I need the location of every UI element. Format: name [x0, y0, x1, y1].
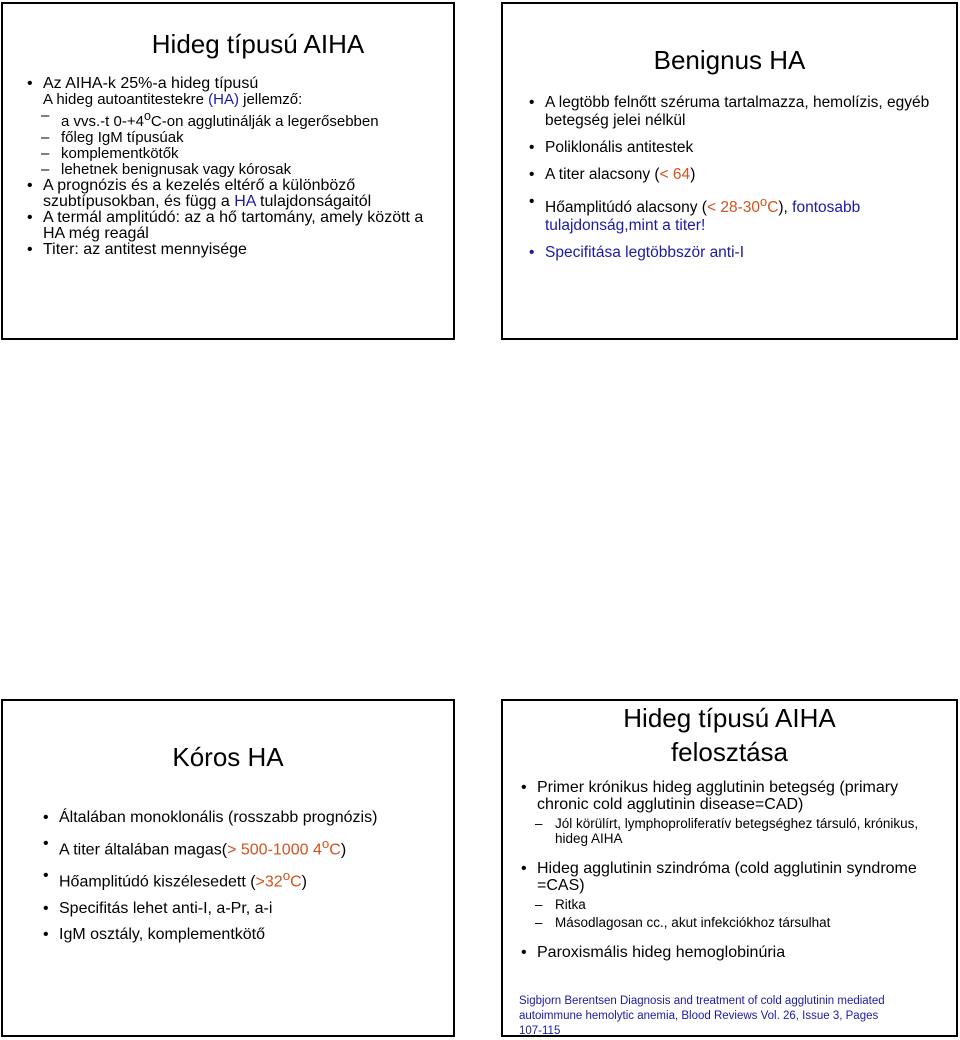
bullet-icon: • — [529, 166, 535, 183]
bullet-icon: • — [529, 244, 535, 262]
emphasis-text: fontosabb tulajdonság,mint a titer! — [545, 199, 861, 235]
sub-item — [517, 915, 947, 930]
bullet-icon: • — [521, 779, 527, 796]
bullet-icon: • — [27, 75, 33, 92]
item-text: ), — [778, 199, 793, 217]
bullet-list — [517, 779, 947, 961]
degree-sup: o — [282, 868, 291, 884]
spacer — [517, 846, 947, 860]
list-item — [23, 242, 443, 258]
item-text: lehetnek benignusak vagy kórosak — [61, 161, 292, 178]
sub-item — [23, 146, 443, 162]
item-text: jellemző: — [238, 91, 303, 108]
dash-icon: – — [41, 129, 50, 146]
list-item — [23, 76, 443, 92]
title-line: Hideg típusú AIHA — [623, 703, 836, 733]
item-text: A hideg autoantitestekre — [43, 91, 209, 108]
degree-sup: o — [760, 194, 768, 209]
sub-item — [23, 162, 443, 178]
list-item — [23, 92, 443, 108]
item-text: Az AIHA-k 25%-a hideg típusú — [43, 75, 259, 92]
list-item — [39, 926, 449, 944]
item-text: IgM osztály, komplementkötő — [59, 925, 266, 943]
bullet-icon: • — [521, 944, 527, 961]
sub-item — [23, 130, 443, 146]
list-item — [525, 193, 945, 235]
slide-pathologic-ha — [1, 699, 455, 1037]
slide-cold-aiha — [1, 2, 455, 340]
dash-icon: – — [535, 897, 543, 912]
temp-value: >32 — [255, 873, 283, 891]
list-item — [39, 809, 449, 827]
list-item — [23, 210, 443, 242]
list-item — [525, 139, 945, 157]
item-text: Specifitás lehet anti-I, a-Pr, a-i — [59, 899, 273, 917]
sub-item — [23, 108, 443, 130]
sub-item — [517, 897, 947, 912]
bullet-icon: • — [529, 94, 535, 111]
temp-value: < 28-30 — [706, 199, 760, 217]
bullet-list — [23, 76, 443, 258]
item-text: Hőamplitúdó alacsony ( — [545, 199, 707, 217]
item-text: Jól körülírt, lymphoproliferatív betegséghez társuló, krónikus, hideg AIHA — [555, 816, 919, 846]
slide-cold-aiha-classification — [501, 699, 958, 1037]
item-text: ) — [690, 166, 696, 183]
item-text: A titer általában magas( — [59, 841, 228, 859]
item-text: ) — [301, 873, 307, 891]
bullet-list — [525, 94, 945, 271]
bullet-icon: • — [529, 193, 535, 210]
list-item — [517, 860, 947, 894]
list-item — [517, 779, 947, 813]
ha-abbrev: HA — [234, 193, 256, 210]
sub-item — [517, 816, 947, 846]
slide-title: Benignus HA — [653, 45, 806, 75]
degree-sup: o — [143, 109, 151, 123]
dash-icon: – — [535, 816, 543, 831]
bullet-icon: • — [43, 835, 49, 852]
bullet-icon: • — [529, 139, 535, 156]
item-text: Poliklonális antitestek — [545, 139, 694, 156]
item-text: Általában monoklonális (rosszabb prognózis) — [59, 809, 378, 826]
item-text: Titer: az antitest mennyisége — [43, 241, 247, 258]
bullet-list — [39, 809, 449, 952]
bullet-icon: • — [43, 867, 49, 885]
dash-icon: – — [41, 107, 50, 124]
item-text: Ritka — [555, 897, 586, 912]
item-text: C-on agglutinálják a legerősebben — [150, 113, 379, 130]
item-text: főleg IgM típusúak — [61, 129, 184, 146]
item-text: Specifitása legtöbbször anti-I — [545, 244, 745, 262]
item-text: komplementkötők — [61, 145, 179, 162]
reference-citation: Sigbjorn Berentsen Diagnosis and treatment of cold agglutinin mediated autoimmune hemolytic anemia, Blood Reviews Vol. 26, Issue 3, Pages 107-115 — [519, 995, 885, 1037]
slide-title: Hideg típusú AIHA — [151, 29, 365, 59]
item-text: A prognózis és a kezelés eltérő a különböző szubtípusokban, és függ a — [43, 177, 356, 210]
dash-icon: – — [41, 161, 50, 178]
dash-icon: – — [41, 145, 50, 162]
bullet-icon: • — [27, 209, 33, 226]
degree-sup: o — [321, 836, 330, 851]
item-text: ) — [340, 841, 347, 859]
list-item — [39, 900, 449, 918]
bullet-icon: • — [43, 809, 49, 826]
slide-title — [503, 701, 956, 769]
list-item — [23, 178, 443, 210]
ha-abbrev: (HA) — [208, 91, 239, 108]
spacer — [517, 930, 947, 944]
item-text: Hőamplitúdó kiszélesedett ( — [59, 873, 256, 891]
slide-benign-ha — [501, 2, 958, 340]
list-item — [525, 166, 945, 184]
item-text: a vvs.-t 0-+4 — [61, 113, 144, 130]
item-text: A legtöbb felnőtt széruma tartalmazza, hemolízis, egyéb betegség jelei nélkül — [545, 94, 930, 129]
item-text: A termál amplitúdó: az a hő tartomány, amely között a HA még reagál — [43, 209, 424, 242]
slide-title: Kóros HA — [172, 742, 284, 772]
temp-unit: C — [290, 873, 302, 891]
list-item — [525, 94, 945, 130]
list-item — [525, 244, 945, 262]
bullet-icon: • — [27, 177, 33, 194]
item-text: Másodlagosan cc., akut infekciókhoz társulhat — [555, 915, 831, 930]
item-text: Primer krónikus hideg agglutinin betegség (primary chronic cold agglutinin disease=CAD) — [537, 779, 899, 813]
temp-unit: C — [767, 199, 779, 217]
title-line: felosztása — [670, 737, 789, 767]
titer-value: > 500-1000 4 — [227, 841, 322, 859]
list-item — [39, 835, 449, 859]
item-text: Paroxismális hideg hemoglobinúria — [537, 944, 786, 961]
list-item — [39, 867, 449, 891]
bullet-icon: • — [43, 925, 49, 943]
item-text: A titer alacsony ( — [545, 166, 660, 183]
temp-unit: C — [329, 841, 341, 859]
list-item — [517, 944, 947, 961]
bullet-icon: • — [43, 899, 49, 917]
bullet-icon: • — [27, 241, 33, 258]
titer-value: < 64 — [659, 166, 691, 183]
bullet-icon: • — [521, 860, 527, 877]
item-text: tulajdonságaitól — [255, 193, 372, 210]
item-text: Hideg agglutinin szindróma (cold agglutinin syndrome =CAS) — [537, 860, 917, 894]
dash-icon: – — [535, 915, 543, 930]
